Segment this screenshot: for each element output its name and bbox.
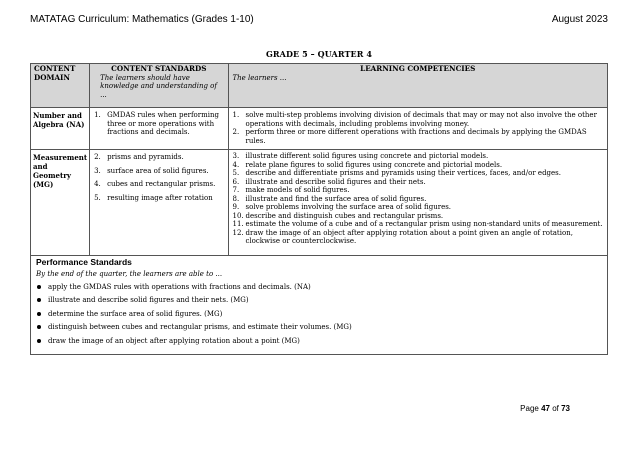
standards-list <box>94 111 223 137</box>
performance-standards-cell <box>31 256 608 355</box>
content-domain-heading: CONTENT DOMAIN <box>34 64 76 82</box>
list-item: determine the surface area of solid figures. (MG) <box>36 310 602 318</box>
domain-label: Number and Algebra (NA) <box>33 111 85 129</box>
table-row <box>31 150 608 256</box>
performance-standards-row <box>31 256 608 355</box>
performance-standards-intro: By the end of the quarter, the learners are able to ... <box>36 270 223 278</box>
bullet-icon <box>37 339 41 343</box>
competencies-list <box>233 111 604 145</box>
list-item: 4. relate plane figures to solid figures using concrete and pictorial models. <box>232 160 503 169</box>
list-item: 10. describe and distinguish cubes and rectangular prisms. <box>232 211 444 220</box>
curriculum-table <box>30 63 608 355</box>
domain-cell <box>31 150 90 256</box>
page-number: Page 47 of 73 <box>520 404 570 413</box>
header-date: August 2023 <box>551 14 608 25</box>
page-header <box>30 14 608 28</box>
list-item: apply the GMDAS rules with operations with fractions and decimals. (NA) <box>36 283 602 291</box>
list-item: 9. solve problems involving the surface area of solid figures. <box>232 203 452 211</box>
standards-cell <box>90 150 228 256</box>
standards-list <box>94 153 223 202</box>
header-content-domain <box>31 64 90 108</box>
list-item: 3. illustrate different solid figures using concrete and pictorial models. <box>232 152 489 160</box>
list-item: 3. surface area of solid figures. <box>94 166 209 175</box>
list-item: 1. solve multi-step problems involving division of decimals that may or may not also involve the other operations with decimals, including problems involving money. <box>232 111 597 128</box>
list-item: 4. cubes and rectangular prisms. <box>94 180 216 188</box>
list-item: 2. prisms and pyramids. <box>94 153 184 161</box>
list-item: 2. perform three or more different operations with fractions and decimals by applying the GMDAS rules. <box>232 128 587 145</box>
learning-competencies-heading: LEARNING COMPETENCIES <box>360 64 476 73</box>
bullet-icon <box>37 285 41 289</box>
competencies-list <box>233 152 604 246</box>
standards-cell <box>90 108 228 150</box>
bullet-icon <box>37 312 41 316</box>
content-standards-subheading: The learners should have knowledge and understanding of ... <box>100 73 217 99</box>
list-item: 7. make models of solid figures. <box>232 186 350 194</box>
list-item: 1. GMDAS rules when performing three or more operations with fractions and decimals. <box>94 111 219 136</box>
list-item: 8. illustrate and find the surface area of solid figures. <box>232 194 427 203</box>
list-item: draw the image of an object after applying rotation about a point (MG) <box>36 337 602 345</box>
bullet-icon <box>37 325 41 329</box>
list-item: 11. estimate the volume of a cube and of a rectangular prism using non-standard units of measurement. <box>232 220 603 228</box>
list-item: 5. describe and differentiate prisms and pyramids using their vertices, faces, and/or edges. <box>232 169 561 177</box>
domain-cell <box>31 108 90 150</box>
list-item: 5. resulting image after rotation <box>94 193 213 202</box>
table-header-row <box>31 64 608 108</box>
header-document-title: MATATAG Curriculum: Mathematics (Grades 1-10) <box>30 14 254 25</box>
competencies-cell <box>228 150 608 256</box>
learning-competencies-subheading: The learners ... <box>232 73 287 82</box>
grade-quarter-title: GRADE 5 – QUARTER 4 <box>265 49 372 59</box>
list-item: illustrate and describe solid figures and their nets. (MG) <box>36 296 602 304</box>
content-standards-heading: CONTENT STANDARDS <box>111 64 207 73</box>
table-row <box>31 108 608 150</box>
performance-standards-list <box>36 283 602 345</box>
header-learning-competencies <box>228 64 608 108</box>
list-item: 12. draw the image of an object after applying rotation about a point given an angle of rotation, clockwise or counterclockwise. <box>232 228 573 245</box>
header-content-standards <box>90 64 228 108</box>
list-item: 6. illustrate and describe solid figures and their nets. <box>232 177 426 186</box>
list-item: distinguish between cubes and rectangular prisms, and estimate their volumes. (MG) <box>36 323 602 331</box>
competencies-cell <box>228 108 608 150</box>
performance-standards-title: Performance Standards <box>36 257 132 267</box>
bullet-icon <box>37 298 41 302</box>
domain-label: Measurement and Geometry (MG) <box>33 153 88 189</box>
